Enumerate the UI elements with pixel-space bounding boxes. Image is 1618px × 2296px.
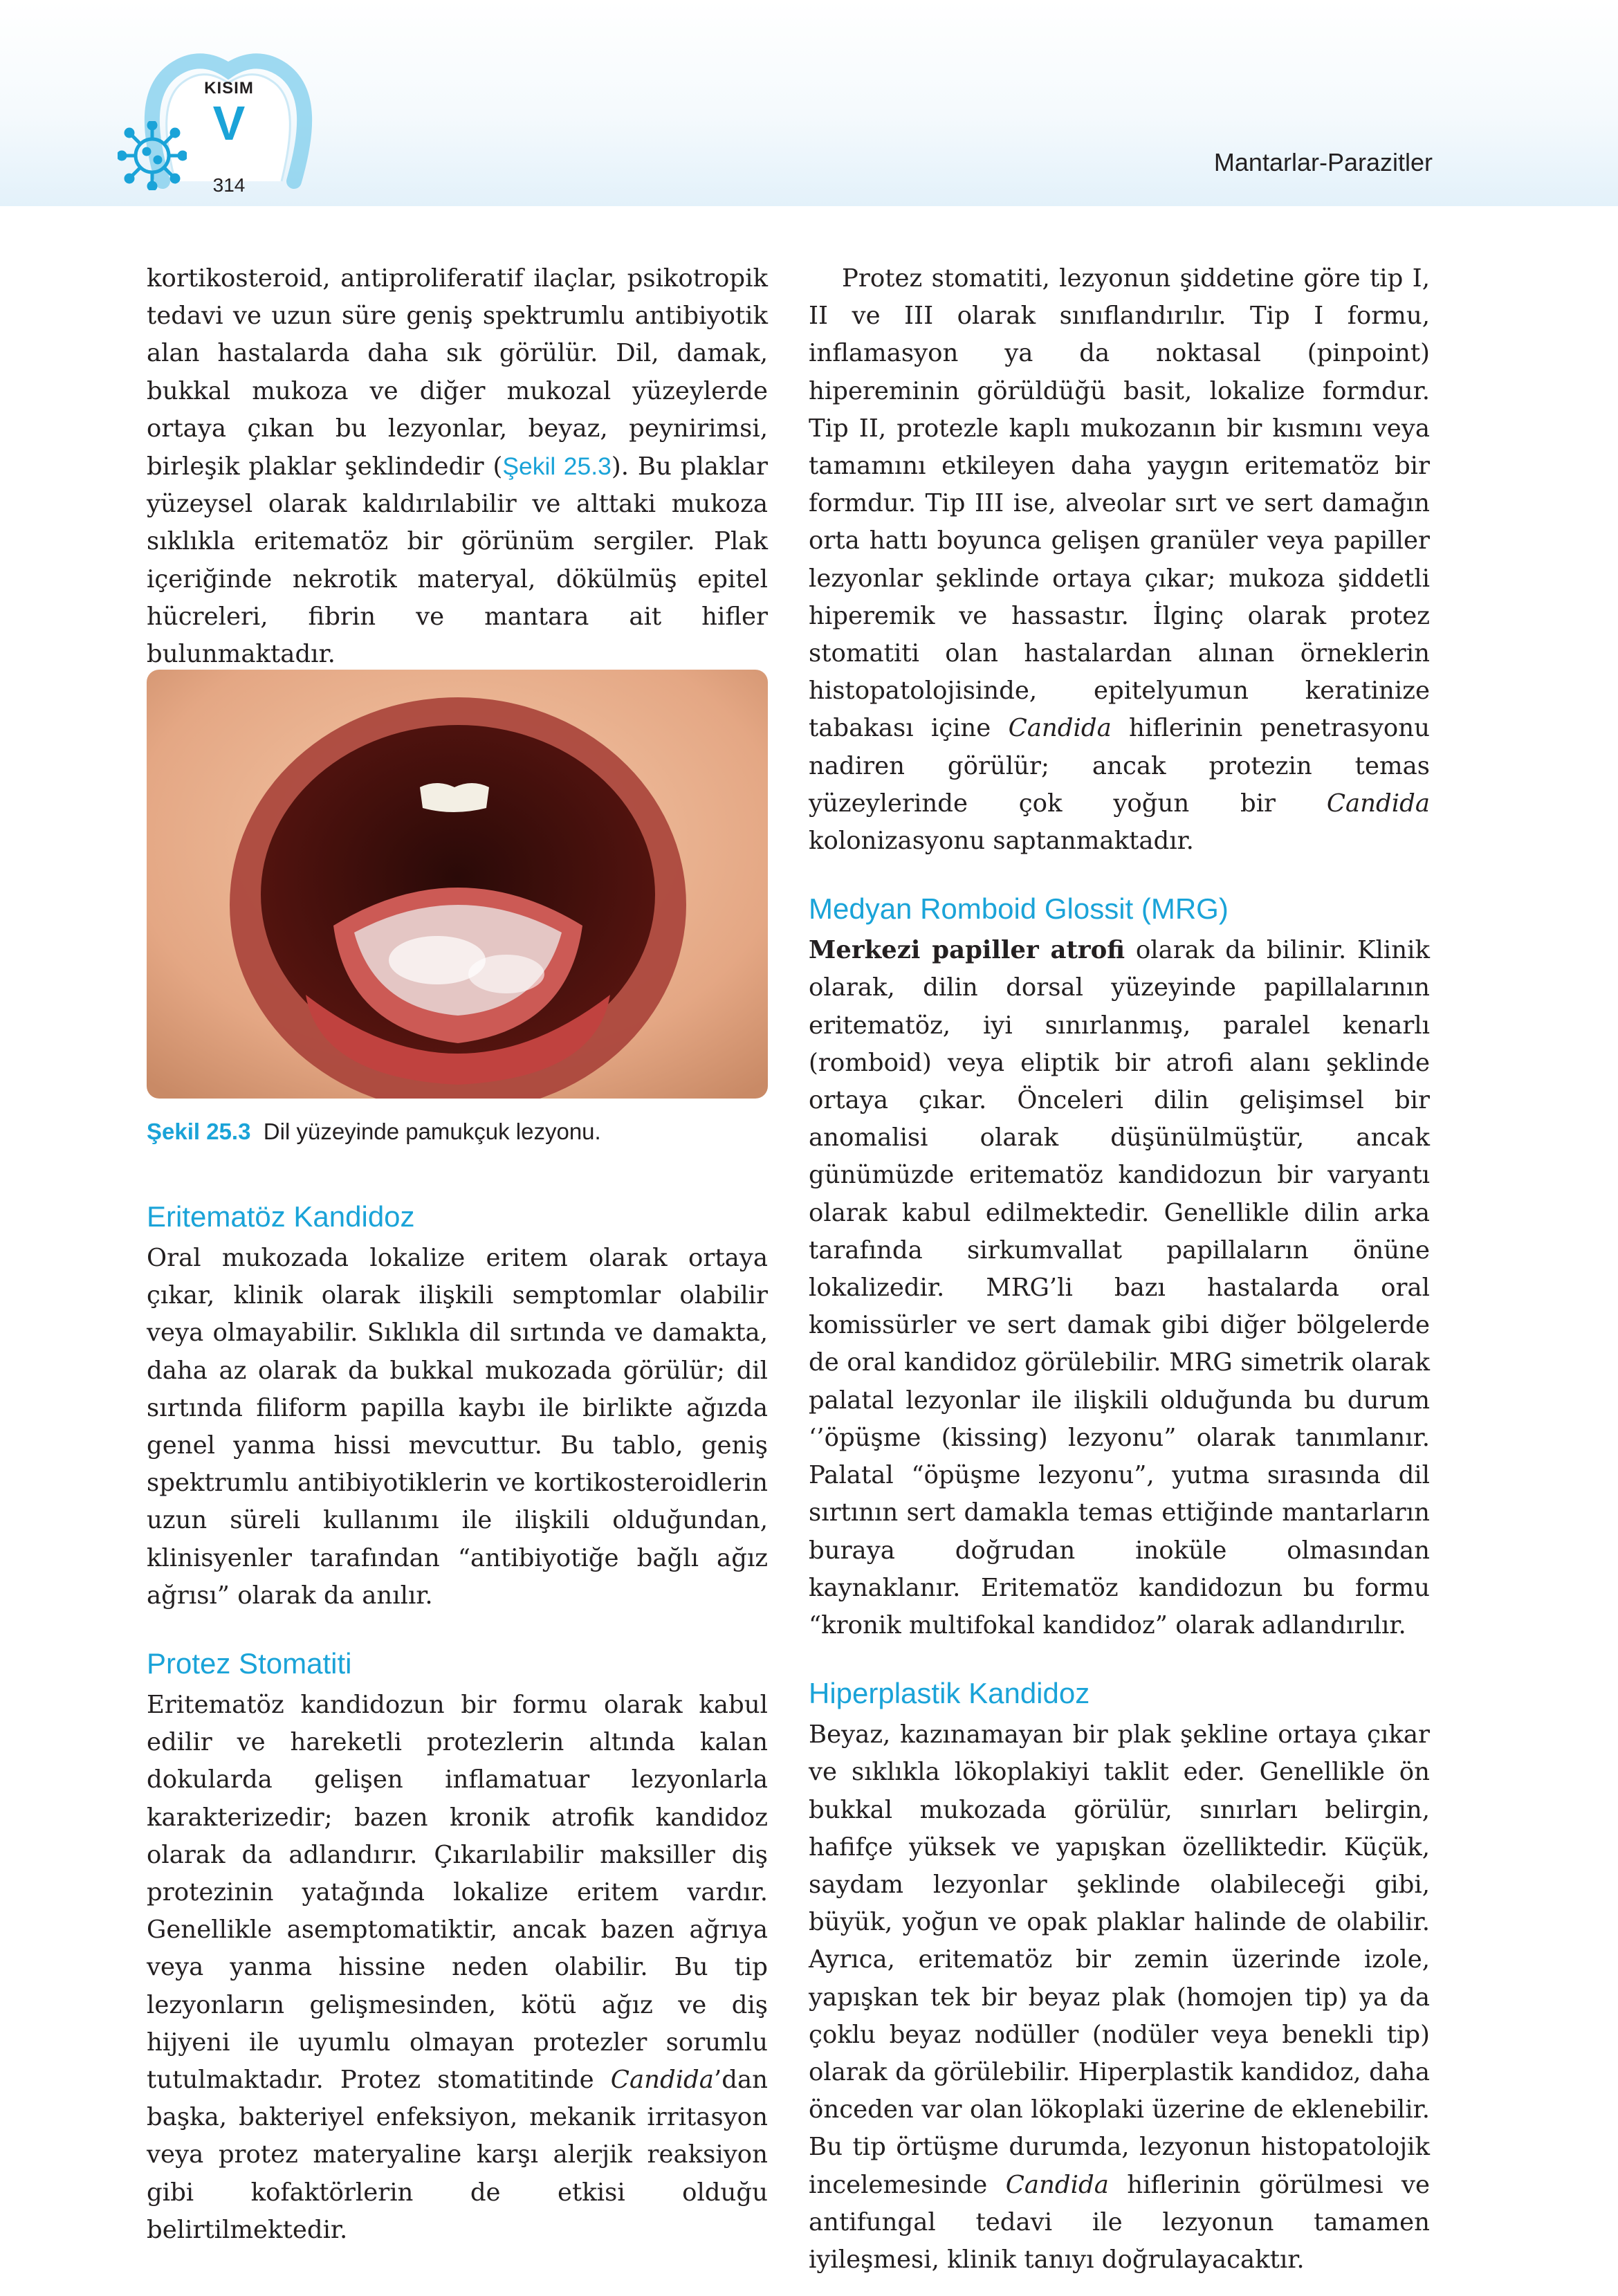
paragraph-intro: kortikosteroid, antiproliferatif ilaçlar, psikotropik tedavi ve uzun süre geniş spektrumlu antibiyotik alan hastalarda daha sık görülür. Dil, damak, bukkal mukoza ve diğer mukozal yüzeylerde ortaya çıkan bu lezyonlar, beyaz, peynirimsi, birleşik plaklar şeklindedir (Şekil 25.3). Bu plaklar yüzeysel olarak kaldırılabilir ve alttaki mukoza sıklıkla eritematöz bir görünüm sergiler. Plak içeriğinde nekrotik materyal, dökülmüş epitel hücreleri, fibrin ve mantara ait hifler bulunmaktadır. — [147, 264, 768, 669]
heading-medyan-romboid-glossit: Medyan Romboid Glossit (MRG) — [809, 892, 1229, 926]
paragraph-hiperplastik: Beyaz, kazınamayan bir plak şekline ortaya çıkar ve sıklıkla lökoplakiyi taklit eder. Genellikle ön bukkal mukozada görülür, sınırları belirgin, hafifçe yüksek ve yapışkan özelliktedir. Küçük, saydam lezyonlar şeklinde olabileceği gibi, büyük, yoğun ve opak plaklar halinde de olabilir. Ayrıca, eritematöz bir zemin üzerinde izole, yapışkan tek bir beyaz plak (homojen tip) ya da çoklu beyaz nodüller (nodüler veya benekli tip) olarak da görülebilir. Hiperplastik kandidoz, daha önceden var olan lökoplaki üzerine de eklenebilir. Bu tip örtüşme durumda, lezyonun histopatolojik incelemesinde Candida hiflerinin görülmesi ve antifungal tedavi ile lezyonun tamamen iyileşmesi, klinik tanıyı doğrulayacaktır. — [809, 1720, 1430, 2274]
virus-icon — [118, 121, 187, 190]
figure-caption: Şekil 25.3 Dil yüzeyinde pamukçuk lezyonu. — [147, 1119, 601, 1144]
figure-image-tongue-lesion — [147, 670, 768, 1099]
left-column-top — [147, 260, 768, 673]
page-header — [0, 0, 1618, 206]
paragraph-eritematoz: Oral mukozada lokalize eritem olarak ortaya çıkar, klinik olarak ilişkili semptomlar olabilir veya olmayabilir. Sıklıkla dil sırtında ve damakta, daha az olarak da bukkal mukozada görülür; dil sırtında filiform papilla kaybı ile birlikte ağızda genel yanma hissi mevcuttur. Bu tablo, geniş spektrumlu antibiyotiklerin ve kortikosteroidlerin uzun süreli kullanımı ile ilişkili olduğundan, klinisyenler tarafından “antibiyotiğe bağlı ağız ağrısı” olarak da anılır. — [147, 1244, 768, 1610]
figure-reference-link[interactable]: Şekil 25.3 — [502, 452, 612, 481]
left-column-bottom — [147, 1194, 768, 2249]
paragraph-protez-tipleri: Protez stomatiti, lezyonun şiddetine göre tip I, II ve III olarak sınıflandırılır. Tip I formu, inflamasyon ya da noktasal (pinpoint) hipereminin görüldüğü basit, lokalize formdur. Tip II, protezle kaplı mukozanın bir kısmını veya tamamını etkileyen daha yaygın eritematöz bir formdur. Tip III ise, alveolar sırt ve sert damağın orta hattı boyunca gelişen granüler veya papiller lezyonlar şeklinde ortaya çıkar; mukoza şiddetli hiperemik ve hassastır. İlginç olarak protez stomatiti olan hastalardan alınan örneklerin histopatolojisinde, epitelyumun keratinize tabakası içine Candida hiflerinin penetrasyonu nadiren görülür; ancak protezin temas yüzeylerinde çok yoğun bir Candida kolonizasyonu saptanmaktadır. — [809, 264, 1430, 856]
page-number: 314 — [212, 174, 246, 196]
heading-protez-stomatiti: Protez Stomatiti — [147, 1647, 352, 1680]
paragraph-mrg: Merkezi papiller atrofi olarak da bilinir. Klinik olarak, dilin dorsal yüzeyinde papillalarının eritematöz, iyi sınırlanmış, paralel kenarlı (romboid) veya eliptik bir atrofi alanı şeklinde ortaya çıkar. Önceleri dilin gelişimsel bir anomalisi olarak düşünülmüştür, ancak günümüzde eritematöz kandidozun bir varyantı olarak kabul edilmektedir. Genellikle dilin arka tarafında sirkumvallat papillaların önüne lokalizedir. MRG’li bazı hastalarda oral komissürler ve sert damak gibi diğer bölgelerde de oral kandidoz görülebilir. MRG simetrik olarak palatal lezyonlar ile ilişkili olduğunda bu durum ‘’öpüşme (kissing) lezyonu” olarak tanımlanır. Palatal “öpüşme lezyonu”, yutma sırasında dil sırtının sert damakla temas ettiğinde mantarların buraya doğrudan inoküle olmasından kaynaklanır. Eritematöz kandidozun bu formu “kronik multifokal kandidoz” olarak adlandırılır. — [809, 936, 1430, 1640]
heading-hiperplastik-kandidoz: Hiperplastik Kandidoz — [809, 1677, 1090, 1710]
section-label: KISIM — [204, 79, 254, 98]
heading-eritematoz-kandidoz: Eritematöz Kandidoz — [147, 1200, 415, 1233]
paragraph-protez-stomatiti: Eritematöz kandidozun bir formu olarak kabul edilir ve hareketli protezlerin altında kalan dokularda gelişen inflamatuar lezyonlarla karakterizedir; bazen kronik atrofik kandidoz olarak da adlandırır. Çıkarılabilir maksiller diş protezinin yatağında lokalize eritem vardır. Genellikle asemptomatiktir, ancak bazen ağrıya veya yanma hissine neden olabilir. Bu tip lezyonların gelişmesinden, kötü ağız ve diş hijyeni ile uyumlu olmayan protezler sorumlu tutulmaktadır. Protez stomatitinde Candida’dan başka, bakteriyel enfeksiyon, mekanik irritasyon veya protez materyaline karşı alerjik reaksiyon gibi kofaktörlerin de etkisi olduğu belirtilmektedir. — [147, 1691, 768, 2244]
right-column — [809, 260, 1430, 2279]
section-roman-numeral: V — [212, 96, 246, 150]
figure-label: Şekil 25.3 — [147, 1119, 251, 1144]
chapter-title: Mantarlar-Parazitler — [1213, 148, 1433, 176]
